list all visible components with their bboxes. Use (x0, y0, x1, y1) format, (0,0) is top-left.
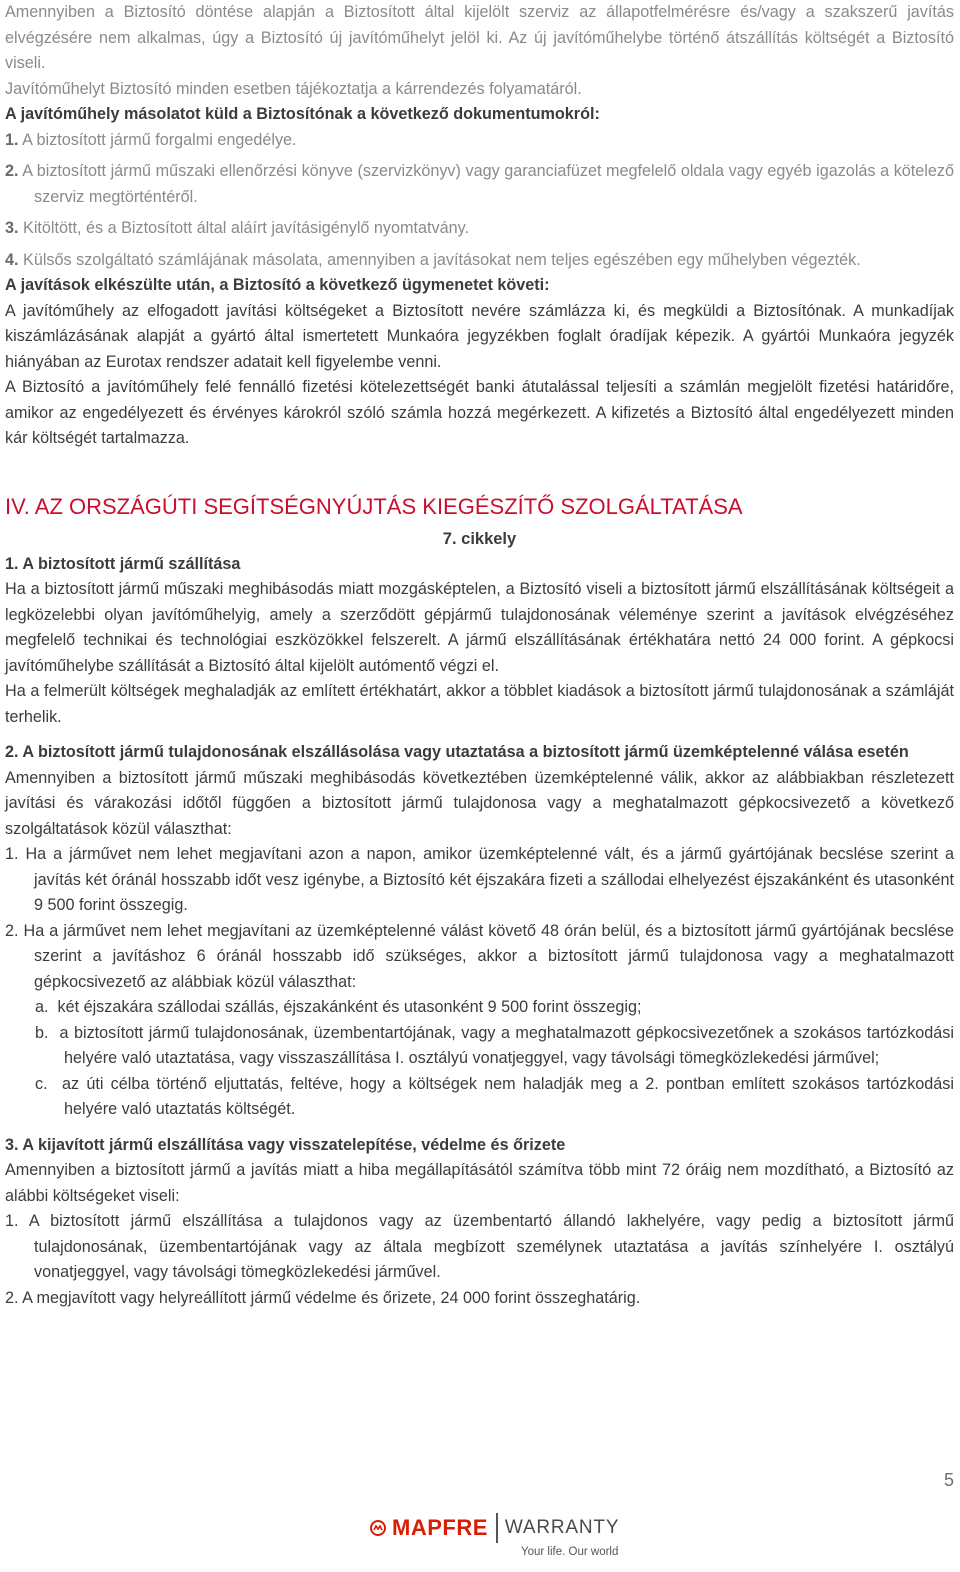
subsection-1-paragraph-2: Ha a felmerült költségek meghaladják az említett értékhatárt, akkor a többlet kiadások a biztosított jármű tulajdonosának a számláját terhelik. (5, 682, 954, 726)
subsection-2-subitem-b: b. a biztosított jármű tulajdonosának, üzembentartójának, vagy a meghatalmazott gépkocsivezetőnek a szokásos tartózkodási helyére való utaztatása, vagy visszaszállítása I. osztályú vonatjeggyel, vagy távolsági tömegközlekedési járművel; (35, 1023, 954, 1067)
documents-heading: A javítóműhely másolatot küld a Biztosítónak a következő dokumentumokról: (5, 105, 600, 123)
article-number: 7. cikkely (442, 529, 517, 548)
logo-divider (496, 1513, 498, 1543)
subsection-2-heading: 2. A biztosított jármű tulajdonosának elszállásolása vagy utaztatása a biztosított jármű üzemképtelenné válása esetén (5, 743, 909, 761)
subsection-3-item-1: 1. A biztosított jármű elszállítása a tulajdonos vagy az üzembentartó állandó lakhelyére, vagy pedig a biztosított jármű tulajdonosának, üzembentartójának vagy az általa megbízott személynek utaztatása a javítás színhelyére I. osztályú vonatjeggyel, vagy távolsági tömegközlekedési járművel. (5, 1212, 954, 1281)
document-item-2: 2. A biztosított jármű műszaki ellenőrzési könyve (szervizkönyv) vagy garanciafüzet megfelelő oldala vagy egyéb igazolás a kötelező szerviz megtörténtéről. (5, 162, 954, 206)
mapfre-emblem-icon (370, 1520, 386, 1536)
section-title: IV. AZ ORSZÁGÚTI SEGÍTSÉGNYÚJTÁS KIEGÉSZÍTŐ SZOLGÁLTATÁSA (5, 493, 743, 519)
after-repair-paragraph-2: A Biztosító a javítóműhely felé fennálló fizetési kötelezettségét banki átutalással teljesíti a számlán megjelölt fizetési határidőre, amikor az engedélyezett és érvényes károkról szóló számla hozzá megérkezett. A kifizetés a Biztosító által engedélyezett minden kár költségét tartalmazza. (5, 378, 954, 447)
intro-paragraph-2: Javítóműhelyt Biztosító minden esetben tájékoztatja a kárrendezés folyamatáról. (5, 79, 582, 98)
document-item-4: 4. Külsős szolgáltató számlájának másolata, amennyiben a javításokat nem teljes egészében egy műhelyben végezték. (5, 250, 861, 269)
subsection-2-subitem-a: a. két éjszakára szállodai szállás, éjszakánként és utasonként 9 500 forint összegig; (35, 998, 642, 1016)
subsection-1-heading: 1. A biztosított jármű szállítása (5, 554, 241, 573)
intro-paragraph-1: Amennyiben a Biztosító döntése alapján a Biztosított által kijelölt szerviz az állapotfelmérésre és/vagy a szakszerű javítás elvégzésére nem alkalmas, úgy a Biztosító új javítóműhelyt jelöl ki. Az új javítóműhelybe történő átszállítás költségét a Biztosító viseli. (5, 3, 954, 72)
brand-tagline: Your life. Our world (521, 1546, 619, 1558)
document-page (5, 0, 954, 1311)
subsection-3-paragraph-1: Amennyiben a biztosított jármű a javítás miatt a hiba megállapításától számítva több mint 72 óráig nem mozdítható, a Biztosító az alábbi költségeket viseli: (5, 1161, 954, 1205)
product-name: WARRANTY (504, 1517, 620, 1538)
after-repair-paragraph-1: A javítóműhely az elfogadott javítási költségeket a Biztosított nevére számlázza ki, és megküldi a Biztosítónak. A munkadíjak kiszámlázásának alapját a gyártó által ismertetett Munkaóra jegyzékben foglalt óradíjak képezik. A gyártói Munkaóra jegyzék hiányában az Eurotax rendszer adatait kell figyelembe venni. (5, 301, 954, 371)
subsection-3-item-2: 2. A megjavított vagy helyreállított jármű védelme és őrizete, 24 000 forint összeghatárig. (5, 1288, 641, 1307)
subsection-2-subitem-c: c. az úti célba történő eljuttatás, feltéve, hogy a költségek nem haladják meg a 2. pontban említett szokásos tartózkodási helyére való utaztatás költségét. (35, 1074, 954, 1118)
document-item-1: 1. A biztosított jármű forgalmi engedélye. (5, 130, 297, 149)
after-repair-heading: A javítások elkészülte után, a Biztosító a következő ügymenetet követi: (5, 276, 550, 294)
subsection-3-heading: 3. A kijavított jármű elszállítása vagy visszatelepítése, védelme és őrizete (5, 1135, 566, 1154)
document-item-3: 3. Kitöltött, és a Biztosított által aláírt javításigénylő nyomtatvány. (5, 219, 469, 237)
subsection-2-item-2: 2. Ha a járművet nem lehet megjavítani az üzemképtelenné válást követő 48 órán belül, és a biztosított jármű gyártójának becslése szerint a javításhoz 6 óránál hosszabb idő szükséges, akkor a biztosított jármű tulajdonosa vagy a meghatalmazott gépkocsivezető az alábbiak közül választhat: (5, 921, 954, 991)
subsection-2-paragraph-1: Amennyiben a biztosított jármű műszaki meghibásodás következtében üzemképtelenné válik, akkor az alábbiakban részletezett javítási és várakozási időtől függően a biztosított jármű tulajdonosa vagy a meghatalmazott gépkocsivezető a következő szolgáltatások közül választhat: (5, 768, 954, 838)
subsection-1-paragraph-1: Ha a biztosított jármű műszaki meghibásodás miatt mozgásképtelen, a Biztosító viseli a biztosított jármű elszállításának költségeit a legközelebbi olyan javítóműhelyig, amely a szerződött gépjármű tulajdonosának véleménye szerint a javítások elvégzéséhez megfelelő technikai és technológiai eszközökkel felszerelt. A jármű elszállításának értékhatára nettó 24 000 forint. A gépkocsi javítóműhelybe szállítását a Biztosító által kijelölt autómentő végzi el. (5, 580, 954, 675)
subsection-2-item-1: 1. Ha a járművet nem lehet megjavítani azon a napon, amikor üzemképtelenné vált, és a jármű gyártójának becslése szerint a javítás két óránál hosszabb időt vesz igénybe, a Biztosító két éjszakára fizeti a szállodai elhelyezést éjszakánként és utasonként 9 500 forint összegig. (5, 845, 954, 914)
brand-name: MAPFRE (392, 1515, 488, 1540)
page-number: 5 (943, 1470, 954, 1490)
footer-logo (370, 1514, 640, 1566)
